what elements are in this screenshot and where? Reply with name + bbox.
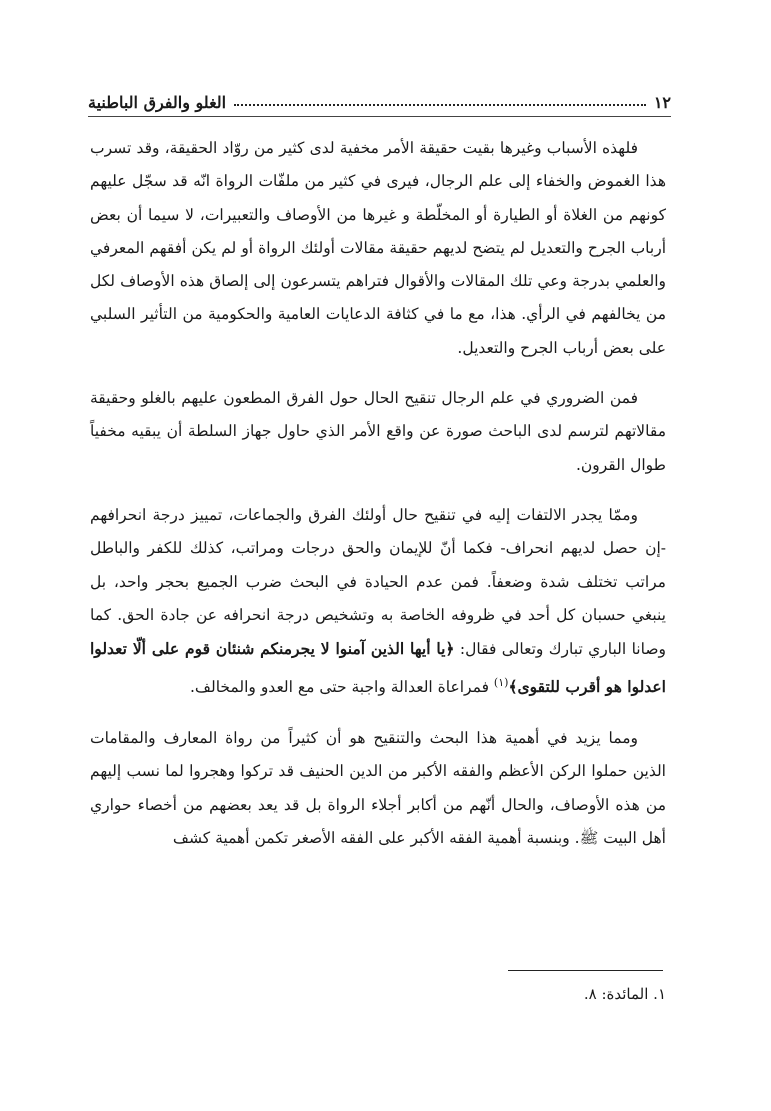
body-text: [90, 132, 666, 872]
header-leader-dots: [234, 104, 646, 106]
header-rule: [88, 116, 671, 117]
paragraph-1: فلهذه الأسباب وغيرها بقيت حقيقة الأمر مخفية لدى كثير من روّاد الحقيقة، وقد تسرب هذا الغموض والخفاء إلى علم الرجال، فيرى في كثير من ملفّات الرواة انّه قد سجّل عليهم كونهم من الغلاة أو الطيارة أو المخلّطة و غيرها من الأوصاف والتعبيرات، لا سيما أن بعض أرباب الجرح والتعديل لم يتضح لديهم حقيقة مقالات أولئك الرواة أو لم يكن أفقهم المعرفي والعلمي بدرجة وعي تلك المقالات والأقوال فتراهم يتسرعون إلى إلصاق هذه الأوصاف لكل من يخالفهم في الرأي. هذا، مع ما في كثافة الدعايات العامية والحكومية من التأثير السلبي على بعض أرباب الجرح والتعديل.: [90, 139, 666, 357]
page-number: ١٢: [653, 93, 671, 112]
paragraph-3: [90, 499, 666, 705]
footnote-reference: (١): [493, 676, 509, 690]
footnote-rule: [508, 970, 663, 971]
paragraph-2: فمن الضروري في علم الرجال تنقيح الحال حول الفرق المطعون عليهم بالغلو وحقيقة مقالاتهم لترسم لدى الباحث صورة عن واقع الأمر الذي حاول جهاز السلطة أن يبقيه مخفياً طوال القرون.: [90, 389, 666, 474]
footnote: ١. المائدة: ٨.: [583, 985, 666, 1003]
page-header: [88, 82, 671, 112]
running-title: الغلو والفرق الباطنية: [88, 93, 227, 112]
paragraph-3-text-before: وممّا يجدر الالتفات إليه في تنقيح حال أولئك الفرق والجماعات، تمييز درجة انحرافهم -إن حصل لديهم انحراف- فكما أنّ للإيمان والحق درجات ومراتب، كذلك للكفر والباطل مراتب تختلف شدة وضعفاً. فمن عدم الحيادة في البحث ضرب الجميع بحجر واحد، بل ينبغي حسبان كل أحد في ظروفه الخاصة به وتشخيص درجة انحرافه عن جادة الحق. كما وصانا الباري تبارك وتعالى فقال:: [90, 505, 666, 659]
paragraph-4: ومما يزيد في أهمية هذا البحث والتنقيح هو أن كثيراً من رواة المعارف والمقامات الذين حملوا الركن الأعظم والفقه الأكبر من الدين الحنيف قد تركوا وهجروا لما نسب إليهم من هذه الأوصاف، والحال أنّهم من أكابر أجلاء الرواة بل قد يعد بعضهم من أخصاء حواري أهل البيت ﷺ. وبنسبة أهمية الفقه الأكبر على الفقه الأصغر تكمن أهمية كشف: [90, 728, 666, 847]
paragraph-3-text-after: فمراعاة العدالة واجبة حتى مع العدو والمخالف.: [190, 678, 494, 697]
quran-verse: ﴿يا أيها الذين آمنوا لا يجرمنكم شنئان قوم على ألّا تعدلوا اعدلوا هو أقرب للتقوى﴾: [90, 639, 666, 697]
